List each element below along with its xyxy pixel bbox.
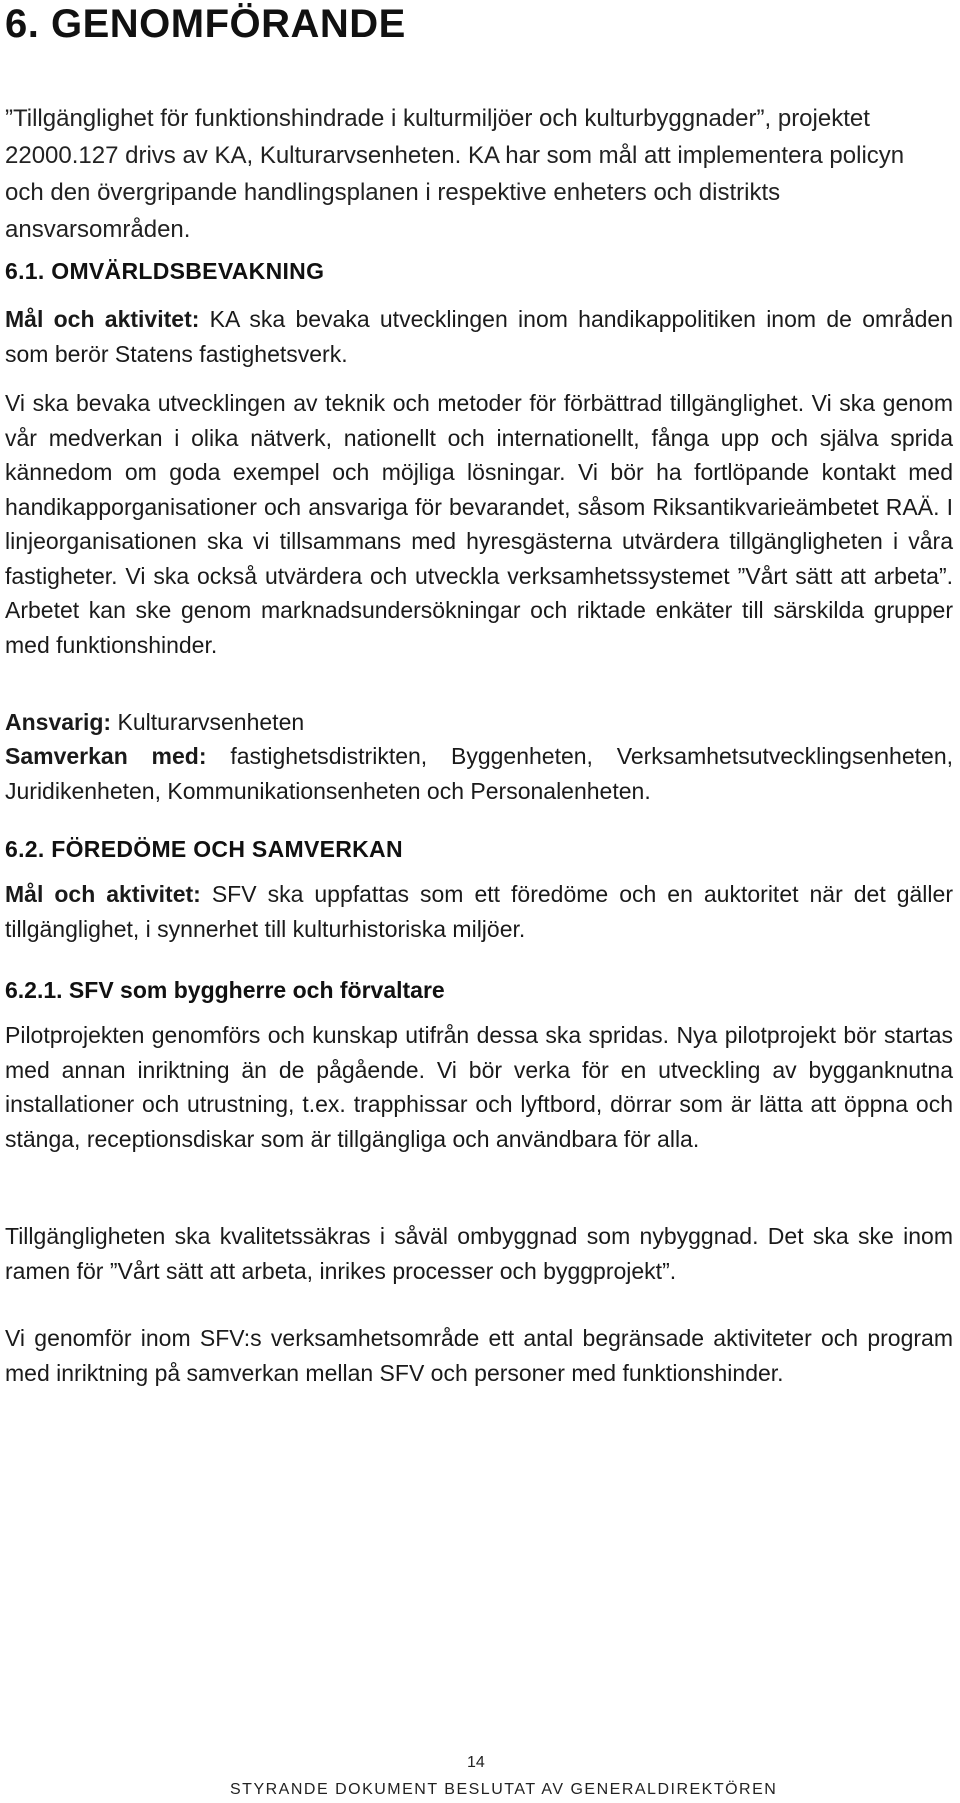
- section-heading-6-2-1: 6.2.1. SFV som byggherre och förvaltare: [5, 977, 445, 1003]
- section-6-2-goal: [5, 877, 953, 946]
- footer-text: STYRANDE DOKUMENT BESLUTAT AV GENERALDIREKTÖREN: [230, 1781, 778, 1798]
- section-6-2-1-paragraph-1: Pilotprojekten genomförs och kunskap utifrån dessa ska spridas. Nya pilotprojekt bör startas med annan inriktning än de pågående. Vi bör verka för en utveckling av bygganknutna installationer och utrustning, t.ex. trapphissar och lyftbord, dörrar som är lätta att öppna och stänga, receptionsdiskar som är tillgängliga och användbara för alla.: [5, 1022, 953, 1152]
- section-heading-6-2: 6.2. FÖREDÖME OCH SAMVERKAN: [5, 836, 403, 862]
- goal-text: SFV ska uppfattas som ett föredöme och en auktoritet när det gäller tillgänglighet, i synnerhet till kulturhistoriska miljöer.: [5, 881, 953, 942]
- document-page: [5, 0, 953, 1803]
- section-6-1-body: Vi ska bevaka utvecklingen av teknik och metoder för förbättrad tillgänglighet. Vi ska genom vår medverkan i olika nätverk, nationellt och internationellt, fånga upp och själva sprida kännedom om goda exempel och möjliga lösningar. Vi bör ha fortlöpande kontakt med handikapporganisationer och ansvariga för bevarandet, såsom Riksantikvarieämbetet RAÄ. I linjeorganisationen ska vi tillsammans med hyresgästerna utvärdera tillgängligheten i våra fastigheter. Vi ska också utvärdera och utveckla verksamhetssystemet ”Vårt sätt att arbeta”. Arbetet kan ske genom marknadsundersökningar och riktade enkäter till särskilda grupper med funktionshinder.: [5, 390, 953, 658]
- section-6-1-goal: [5, 302, 953, 371]
- intro-paragraph: ”Tillgänglighet för funktionshindrade i kulturmiljöer och kulturbyggnader”, projektet 22000.127 drivs av KA, Kulturarvsenheten. KA har som mål att implementera policyn och den övergripande handlingsplanen i respektive enheters och distrikts ansvarsområden.: [5, 105, 905, 243]
- responsible-label: Ansvarig:: [5, 709, 112, 735]
- responsible-text: Kulturarvsenheten: [111, 709, 305, 735]
- goal-label: Mål och aktivitet:: [5, 306, 200, 332]
- page-number: 14: [467, 1754, 485, 1771]
- cooperation-text: fastighetsdistrikten, Byggenheten, Verksamhetsutvecklingsenheten, Juridikenheten, Kommunikationsenheten och Personalenheten.: [5, 743, 954, 804]
- section-6-2-1-paragraph-3: Vi genomför inom SFV:s verksamhetsområde ett antal begränsade aktiviteter och program med inriktning på samverkan mellan SFV och personer med funktionshinder.: [5, 1325, 953, 1386]
- cooperation-line: [5, 739, 953, 808]
- goal-text: KA ska bevaka utvecklingen inom handikappolitiken inom de områden som berör Statens fastighetsverk.: [5, 306, 953, 367]
- page-title: 6. GENOMFÖRANDE: [5, 2, 406, 46]
- cooperation-label: Samverkan med:: [5, 743, 207, 769]
- goal-label: Mål och aktivitet:: [5, 881, 201, 907]
- responsible-line: [5, 705, 953, 740]
- section-6-2-1-paragraph-2: Tillgängligheten ska kvalitetssäkras i såväl ombyggnad som nybyggnad. Det ska ske inom ramen för ”Vårt sätt att arbeta, inrikes processer och byggprojekt”.: [5, 1223, 953, 1284]
- section-heading-6-1: 6.1. OMVÄRLDSBEVAKNING: [5, 258, 325, 284]
